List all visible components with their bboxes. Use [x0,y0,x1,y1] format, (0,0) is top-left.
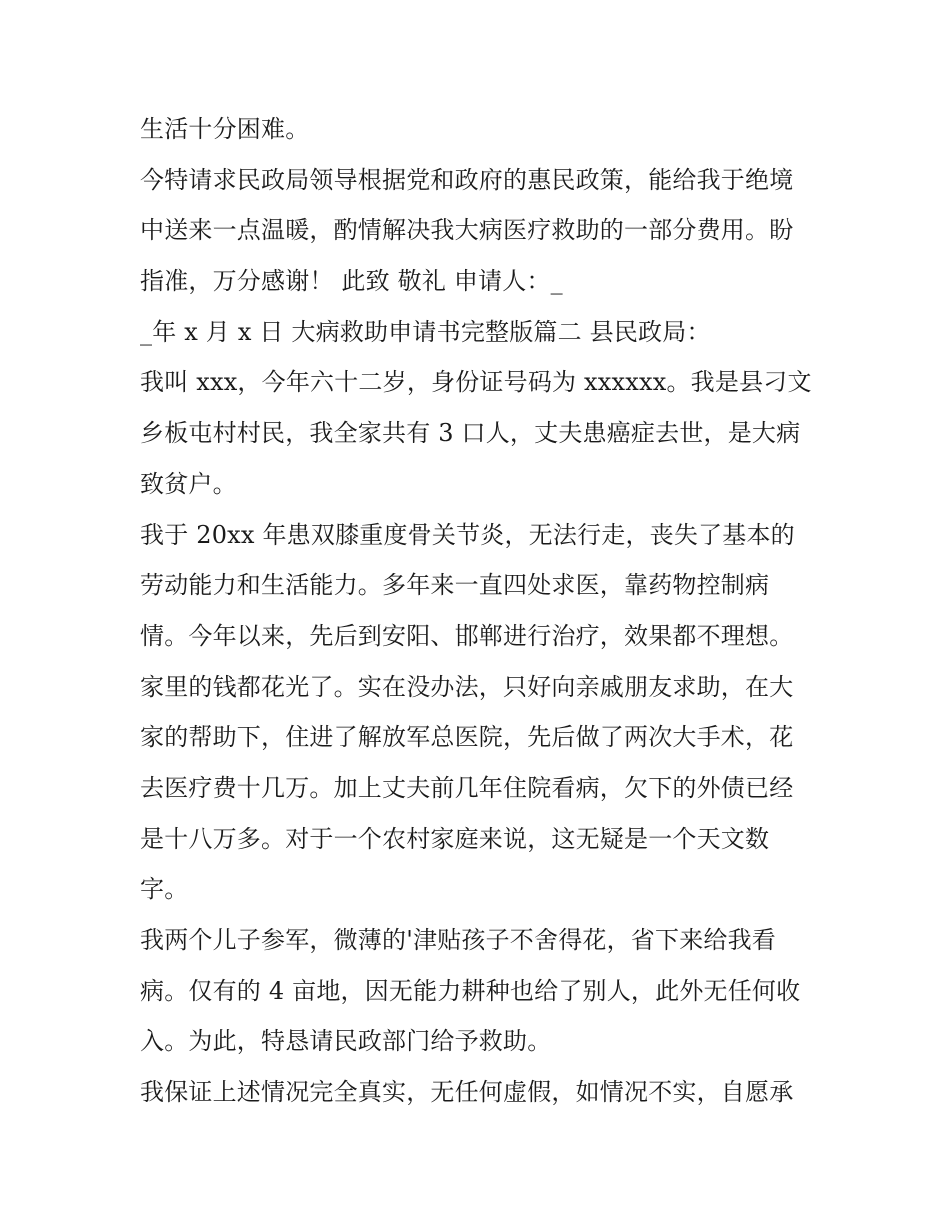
text-line: 致贫户。 [140,469,237,498]
text-line: 我保证上述情况完全真实，无任何虚假，如情况不实，自愿承 [140,1078,794,1107]
text-line: 情。今年以来，先后到安阳、邯郸进行治疗，效果都不理想。 [140,621,794,650]
text-line: 我于 20xx 年患双膝重度骨关节炎，无法行走，丧失了基本的 [140,520,795,549]
text-line: _年 x 月 x 日 大病救助申请书完整版篇二 县民政局： [140,317,711,346]
text-line: 入。为此，特恳请民政部门给予救助。 [140,1027,552,1056]
text-line: 是十八万多。对于一个农村家庭来说，这无疑是一个天文数 [140,824,770,853]
text-line: 家的帮助下，住进了解放军总医院，先后做了两次大手术，花 [140,723,794,752]
text-line: 乡板屯村村民，我全家共有 3 口人，丈夫患癌症去世，是大病 [140,419,801,448]
text-line: 指准，万分感谢！ 此致 敬礼 申请人：_ [140,267,563,296]
text-line: 我两个儿子参军，微薄的'津贴孩子不舍得花，省下来给我看 [140,926,776,954]
text-line: 劳动能力和生活能力。多年来一直四处求医，靠药物控制病 [140,571,770,600]
text-line: 今特请求民政局领导根据党和政府的惠民政策，能给我于绝境 [140,165,794,194]
text-line: 字。 [140,875,189,904]
text-line: 我叫 xxx，今年六十二岁，身份证号码为 xxxxxx。我是县刁文 [140,368,812,397]
text-line: 中送来一点温暖，酌情解决我大病医疗救助的一部分费用。盼 [140,216,794,245]
text-line: 生活十分困难。 [140,115,310,143]
document-body [140,104,820,1118]
text-line: 家里的钱都花光了。实在没办法，只好向亲戚朋友求助，在大 [140,672,794,701]
text-line: 去医疗费十几万。加上丈夫前几年住院看病，欠下的外债已经 [140,773,794,802]
text-line: 病。仅有的 4 亩地，因无能力耕种也给了别人，此外无任何收 [140,976,801,1005]
